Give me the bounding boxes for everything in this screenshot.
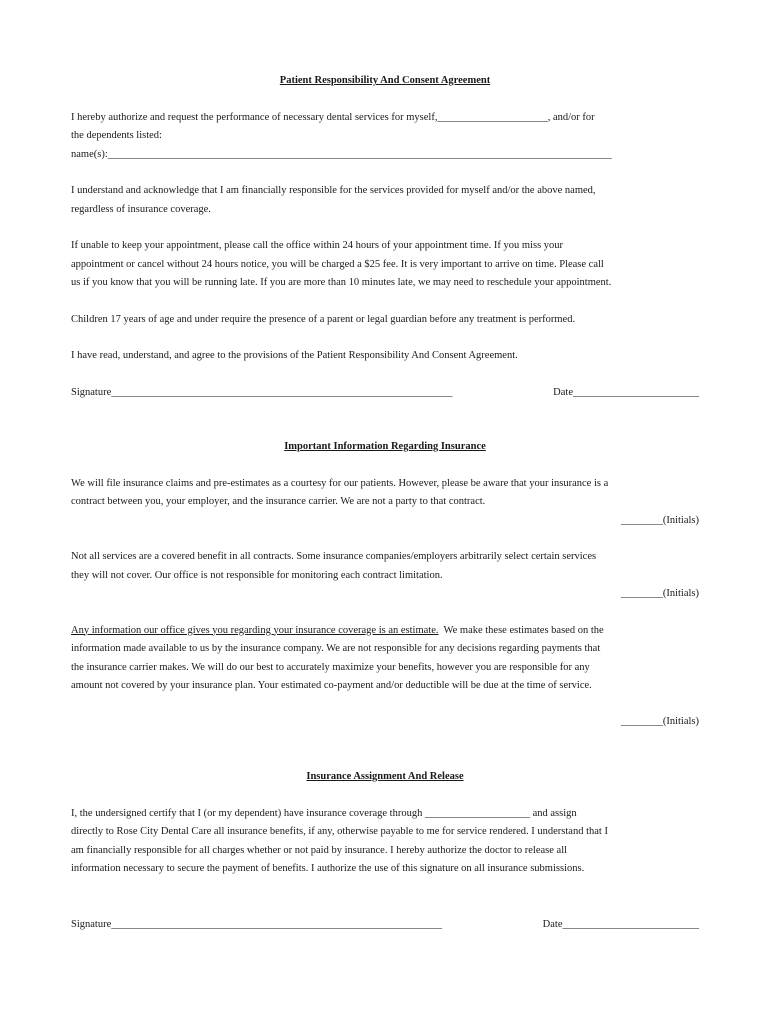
- estimate-line-3: the insurance carrier makes. We will do our best to accurately maximize your benefits, however you are responsible for any: [71, 661, 590, 673]
- coverage-line-1: Not all services are a covered benefit in all contracts. Some insurance companies/employers arbitrarily select certain services: [71, 551, 597, 562]
- financial-paragraph: [71, 182, 699, 219]
- coverage-paragraph: [71, 548, 699, 585]
- estimate-initials-field[interactable]: ________(Initials): [620, 715, 699, 727]
- insurance-claims-paragraph: [71, 475, 699, 512]
- estimate-line-4: amount not covered by your insurance plan. Your estimated co-payment and/or deductible will be due at the time of service.: [71, 680, 592, 691]
- claims-line-2: contract between you, your employer, and the insurance carrier. We are not a party to that contract.: [71, 496, 486, 507]
- names-field[interactable]: name(s):________________________________________________________________________________________________: [71, 148, 612, 160]
- assignment-date-field[interactable]: Date__________________________: [542, 918, 699, 930]
- document-body: [71, 72, 699, 934]
- appointment-line-3: us if you know that you will be running late. If you are more than 10 minutes late, we may need to reschedule your appointment.: [71, 277, 612, 288]
- claims-line-1: We will file insurance claims and pre-estimates as a courtesy for our patients. However, please be aware that your insurance is a: [71, 477, 609, 489]
- assignment-paragraph: [71, 805, 699, 879]
- financial-line-1: I understand and acknowledge that I am financially responsible for the services provided for myself and/or the above named,: [71, 185, 596, 196]
- financial-line-2: regardless of insurance coverage.: [71, 203, 211, 215]
- assignment-signature-field[interactable]: Signature_______________________________________________________________: [71, 918, 442, 930]
- authorize-line-2: the dependents listed:: [71, 130, 162, 141]
- agree-paragraph: I have read, understand, and agree to the provisions of the Patient Responsibility And Consent Agreement.: [71, 350, 518, 361]
- consent-date-field[interactable]: Date________________________: [553, 386, 699, 398]
- estimate-underlined-text: Any information our office gives you regarding your insurance coverage is an estimate.: [71, 624, 439, 636]
- appointment-line-1: If unable to keep your appointment, please call the office within 24 hours of your appointment time. If you miss your: [71, 240, 564, 251]
- appointment-line-2: appointment or cancel without 24 hours notice, you will be charged a $25 fee. It is very important to arrive on time. Please call: [71, 258, 604, 270]
- assignment-release-title: Insurance Assignment And Release: [306, 771, 464, 782]
- consent-signature-row: [71, 384, 699, 403]
- assignment-signature-row: [71, 916, 699, 935]
- estimate-paragraph: [71, 622, 699, 696]
- assignment-line-2: directly to Rose City Dental Care all insurance benefits, if any, otherwise payable to me for service rendered. I understand that I: [71, 826, 608, 837]
- authorize-line-1: I hereby authorize and request the performance of necessary dental services for myself,_____________________, and/or for: [71, 111, 595, 123]
- estimate-line-1-rest: We make these estimates based on the: [438, 624, 604, 636]
- consent-signature-field[interactable]: Signature_________________________________________________________________: [71, 386, 453, 398]
- coverage-line-2: they will not cover. Our office is not responsible for monitoring each contract limitation.: [71, 569, 443, 581]
- children-paragraph: Children 17 years of age and under require the presence of a parent or legal guardian before any treatment is performed.: [71, 313, 576, 325]
- appointment-paragraph: [71, 237, 699, 293]
- claims-initials-field[interactable]: ________(Initials): [620, 514, 699, 526]
- assignment-line-1: I, the undersigned certify that I (or my dependent) have insurance coverage through ____________________ and assign: [71, 807, 577, 819]
- coverage-initials-field[interactable]: ________(Initials): [620, 588, 699, 599]
- consent-agreement-title: Patient Responsibility And Consent Agreement: [279, 75, 491, 86]
- assignment-line-4: information necessary to secure the payment of benefits. I authorize the use of this signature on all insurance submissions.: [71, 863, 585, 874]
- authorize-paragraph: [71, 109, 699, 165]
- assignment-line-3: am financially responsible for all charges whether or not paid by insurance. I hereby authorize the doctor to release all: [71, 844, 568, 856]
- insurance-info-title: Important Information Regarding Insurance: [284, 441, 486, 452]
- estimate-line-2: information made available to us by the insurance company. We are not responsible for any decisions regarding payments that: [71, 643, 601, 654]
